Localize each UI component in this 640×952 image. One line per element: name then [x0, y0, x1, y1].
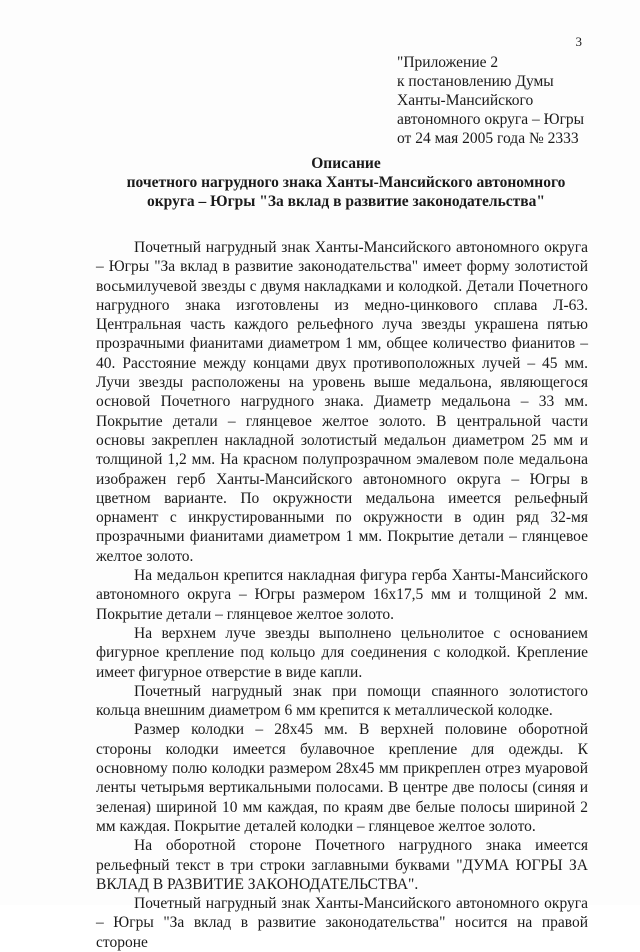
body-paragraph: Почетный нагрудный знак при помощи спаянного золотистого кольца внешним диаметром 6 мм крепится к металлической колодке. — [96, 682, 588, 720]
heading-title: Описание — [311, 155, 381, 172]
annex-line: от 24 мая 2005 года № 2333 — [397, 130, 579, 147]
body-paragraph: На верхнем луче звезды выполнено цельнолитое с основанием фигурное крепление под кольцо для соединения с колодкой. Крепление имеет фигурное отверстие в виде капли. — [96, 624, 588, 681]
body-paragraph: На оборотной стороне Почетного нагрудного знака имеется рельефный текст в три строки заглавными буквами "ДУМА ЮГРЫ ЗА ВКЛАД В РАЗВИТИЕ ЗАКОНОДАТЕЛЬСТВА". — [96, 837, 588, 893]
annex-line: автономного округа – Югры — [397, 111, 585, 128]
annex-line: к постановлению Думы — [397, 73, 554, 90]
annex-line: Ханты-Мансийского — [397, 92, 534, 109]
body-paragraph: На медальон крепится накладная фигура герба Ханты-Мансийского автономного округа – Югры размером 16х17,5 мм и толщиной 2 мм. Покрытие детали – глянцевое желтое золото. — [96, 567, 588, 623]
annex-line: "Приложение 2 — [397, 54, 499, 71]
body-paragraph: Почетный нагрудный знак Ханты-Мансийского автономного округа – Югры "За вклад в развитие законодательства" носится на правой стороне — [96, 895, 588, 951]
page-number: 3 — [575, 34, 582, 49]
annex-reference-block — [397, 53, 584, 148]
heading-subtitle-line: округа – Югры "За вклад в развитие законодательства" — [146, 193, 546, 210]
document-heading — [96, 154, 596, 211]
document-body — [96, 238, 588, 952]
body-paragraph: Почетный нагрудный знак Ханты-Мансийского автономного округа – Югры "За вклад в развитие законодательства" имеет форму золотистой восьмилучевой звезды с двумя накладками и колодкой. Детали Почетного нагрудного знака изготовлены из медно-цинкового сплава Л-63. Центральная часть каждого рельефного луча звезды украшена пятью прозрачными фианитами диаметром 1 мм, общее количество фианитов – 40. Расстояние между концами двух противоположных лучей – 45 мм. Лучи звезды расположены на уровень выше медальона, являющегося основой Почетного нагрудного знака. Диаметр медальона – 33 мм. Покрытие детали – глянцевое желтое золото. В центральной части основы закреплен накладной золотистый медальон диаметром 25 мм и толщиной 1,2 мм. На красном полупрозрачном эмалевом поле медальона изображен герб Ханты-Мансийского автономного округа – Югры в цветном варианте. По окружности медальона имеется рельефный орнамент с инкрустированными по окружности в один ряд 32-мя прозрачными фианитами диаметром 1 мм. Покрытие детали – глянцевое желтое золото. — [96, 239, 588, 565]
body-paragraph: Размер колодки – 28х45 мм. В верхней половине оборотной стороны колодки имеется булавочное крепление для одежды. К основному полю колодки размером 28х45 мм прикреплен отрез муаровой ленты четырьмя вертикальными полосами. В центре две полосы (синяя и зеленая) шириной 10 мм каждая, по краям две белые полосы шириной 2 мм каждая. Покрытие деталей колодки – глянцевое желтое золото. — [96, 721, 588, 835]
heading-subtitle-line: почетного нагрудного знака Ханты-Мансийского автономного — [126, 174, 566, 191]
